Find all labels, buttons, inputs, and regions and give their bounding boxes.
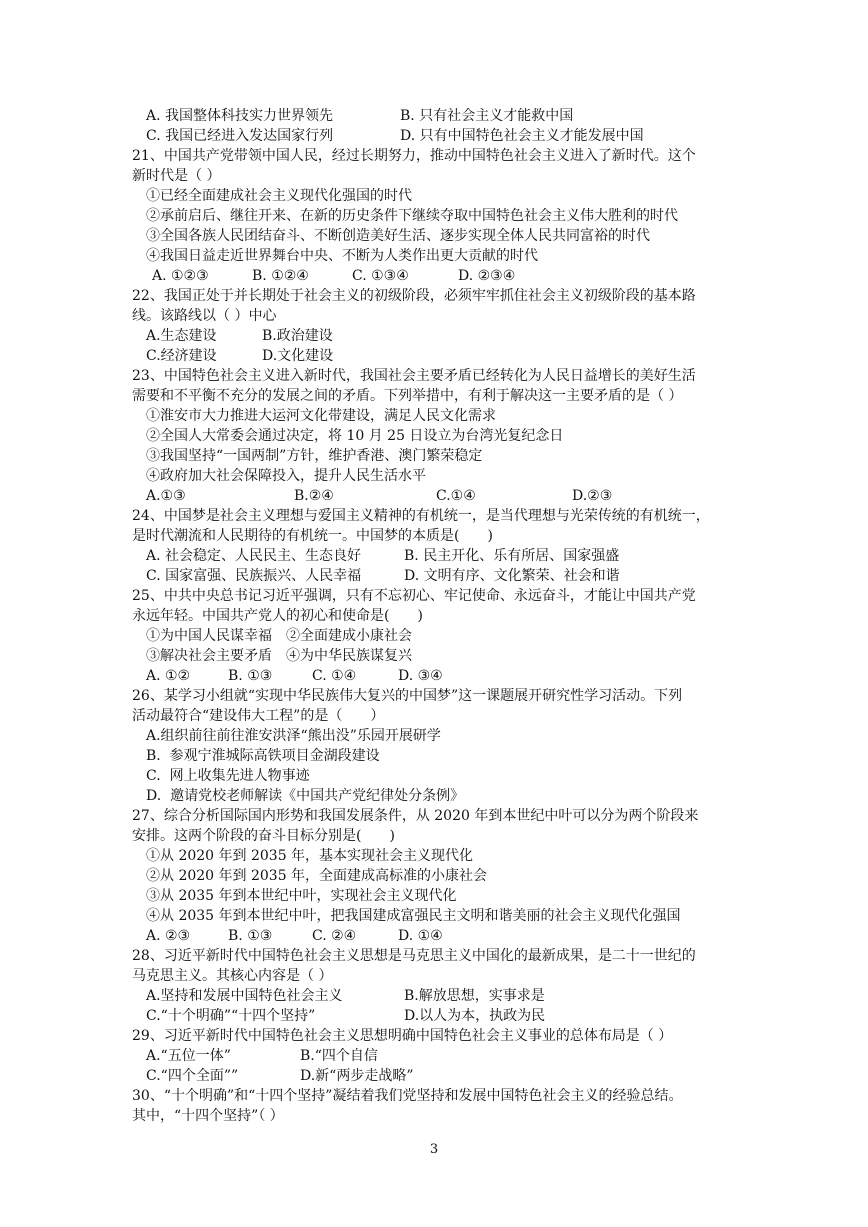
text-line: 28、习近平新时代中国特色社会主义思想是马克思主义中国化的最新成果，是二十一世纪的	[132, 948, 696, 964]
text-line: 新时代是（ ）	[132, 168, 221, 184]
text-line: 30、“十个明确”和“十四个坚持”凝结着我们党坚持和发展中国特色社会主义的经验总结。	[132, 1088, 683, 1104]
text-line: ①淮安市大力推进大运河文化带建设，满足人民文化需求	[146, 408, 496, 424]
text-line: C. ②④	[312, 928, 357, 944]
text-line: 22、我国正处于并长期处于社会主义的初级阶段，必须牢牢抓住社会主义初级阶段的基本路	[132, 288, 696, 304]
text-line: A. ①②③	[152, 268, 209, 284]
text-line: B.解放思想，实事求是	[404, 988, 545, 1004]
text-line: D. ①④	[398, 928, 443, 944]
text-line: A. ①②	[146, 668, 191, 684]
text-line: A.坚持和发展中国特色社会主义	[146, 988, 343, 1004]
text-line: ③从 2035 年到本世纪中叶，实现社会主义现代化	[146, 888, 457, 904]
text-line: B. 民主开化、乐有所居、国家强盛	[404, 548, 620, 564]
text-line: C. ①④	[312, 668, 357, 684]
text-line: B. ①③	[228, 668, 273, 684]
text-line: D.②③	[572, 488, 613, 504]
text-line: B. ①②④	[252, 268, 309, 284]
text-line: 25、中共中央总书记习近平强调，只有不忘初心、牢记使命、永远奋斗，才能让中国共产党	[132, 588, 696, 604]
text-line: D. 文明有序、文化繁荣、社会和谐	[404, 568, 620, 584]
text-line: 是时代潮流和人民期待的有机统一。中国梦的本质是( )	[132, 528, 493, 544]
text-line: C.①④	[436, 488, 476, 504]
text-line: D.新“两步走战略”	[300, 1068, 414, 1084]
text-line: B. 只有社会主义才能救中国	[400, 108, 574, 124]
text-line: ②全国人大常委会通过决定，将 10 月 25 日设立为台湾光复纪念日	[146, 428, 564, 444]
text-line: D. ③④	[398, 668, 443, 684]
text-line: 21、中国共产党带领中国人民，经过长期努力，推动中国特色社会主义进入了新时代。这个	[132, 148, 696, 164]
text-line: 活动最符合“建设伟大工程”的是（ ）	[132, 708, 385, 724]
text-line: B.“四个自信	[300, 1048, 378, 1064]
text-line: C. ①③④	[352, 268, 409, 284]
text-line: ③解决社会主要矛盾 ④为中华民族谋复兴	[146, 648, 412, 664]
text-line: A.组织前往前往淮安洪泽“熊出没”乐园开展研学	[146, 728, 441, 744]
text-line: B.政治建设	[262, 328, 333, 344]
text-line: C. 国家富强、民族振兴、人民幸福	[146, 568, 362, 584]
text-line: A. 我国整体科技实力世界领先	[146, 108, 334, 124]
text-line: 安排。这两个阶段的奋斗目标分别是( )	[132, 828, 395, 844]
text-line: C.“四个全面””	[146, 1068, 239, 1084]
text-line: 线。该路线以（ ）中心	[132, 308, 277, 324]
text-line: D. 只有中国特色社会主义才能发展中国	[400, 128, 644, 144]
text-line: D. ②③④	[458, 268, 516, 284]
text-line: ①从 2020 年到 2035 年，基本实现社会主义现代化	[146, 848, 474, 864]
text-line: D. 邀请党校老师解读《中国共产党纪律处分条例》	[146, 788, 465, 804]
page-number: 3	[429, 1142, 439, 1157]
text-line: 26、某学习小组就“实现中华民族伟大复兴的中国梦”这一课题展开研究性学习活动。下列	[132, 688, 683, 704]
text-line: 其中，“十四个坚持”（ ）	[132, 1108, 284, 1124]
text-line: 马克思主义。其核心内容是（ ）	[132, 968, 333, 984]
text-line: A. ②③	[146, 928, 191, 944]
text-line: B. ①③	[228, 928, 273, 944]
text-line: ③我国坚持“一国两制”方针，维护香港、澳门繁荣稳定	[146, 448, 483, 464]
text-line: A.①③	[146, 488, 186, 504]
text-line: C.“十个明确”“十四个坚持”	[146, 1008, 316, 1024]
text-line: 29、习近平新时代中国特色社会主义思想明确中国特色社会主义事业的总体布局是（ ）	[132, 1028, 673, 1044]
text-line: ①为中国人民谋幸福 ②全面建成小康社会	[146, 628, 412, 644]
text-line: 永远年轻。中国共产党人的初心和使命是( )	[132, 608, 423, 624]
text-line: A. 社会稳定、人民民主、生态良好	[146, 548, 362, 564]
text-line: ③全国各族人民团结奋斗、不断创造美好生活、逐步实现全体人民共同富裕的时代	[146, 228, 650, 244]
text-line: B.②④	[294, 488, 334, 504]
text-line: C.经济建设	[146, 348, 217, 364]
text-line: A.“五位一体”	[146, 1048, 231, 1064]
text-line: ②从 2020 年到 2035 年，全面建成高标准的小康社会	[146, 868, 488, 884]
text-line: ④从 2035 年到本世纪中叶，把我国建成富强民主文明和谐美丽的社会主义现代化强国	[146, 908, 681, 924]
text-line: 23、中国特色社会主义进入新时代，我国社会主要矛盾已经转化为人民日益增长的美好生活	[132, 368, 696, 384]
text-line: C. 我国已经进入发达国家行列	[146, 128, 334, 144]
text-line: B. 参观宁淮城际高铁项目金湖段建设	[146, 748, 380, 764]
text-line: 27、综合分析国际国内形势和我国发展条件，从 2020 年到本世纪中叶可以分为两个阶段来	[132, 808, 699, 824]
text-line: A.生态建设	[146, 328, 217, 344]
text-line: D.文化建设	[262, 348, 334, 364]
text-line: C. 网上收集先进人物事迹	[146, 768, 310, 784]
text-line: ④政府加大社会保障投入，提升人民生活水平	[146, 468, 426, 484]
text-line: D.以人为本，执政为民	[404, 1008, 546, 1024]
text-line: 24、中国梦是社会主义理想与爱国主义精神的有机统一，是当代理想与光荣传统的有机统一，	[132, 508, 710, 524]
text-line: ④我国日益走近世界舞台中央、不断为人类作出更大贡献的时代	[146, 248, 538, 264]
text-line: 需要和不平衡不充分的发展之间的矛盾。下列举措中，有利于解决这一主要矛盾的是（ ）	[132, 388, 683, 404]
text-line: ①已经全面建成社会主义现代化强国的时代	[146, 188, 412, 204]
text-line: ②承前启后、继往开来、在新的历史条件下继续夺取中国特色社会主义伟大胜利的时代	[146, 208, 678, 224]
